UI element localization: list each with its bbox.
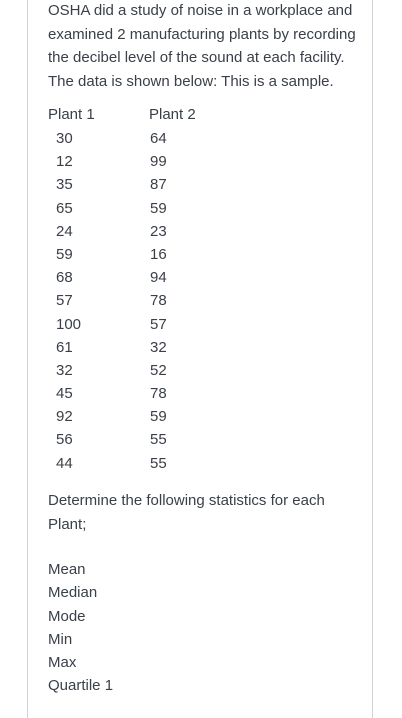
plant-1-value: 24 bbox=[56, 222, 73, 240]
plant-2-value: 55 bbox=[150, 431, 167, 449]
data-table bbox=[48, 104, 364, 476]
plant-2-value: 64 bbox=[150, 130, 167, 147]
plant-1-value: 35 bbox=[56, 176, 73, 194]
plant-2-value: 78 bbox=[150, 385, 167, 403]
plant-1-value: 56 bbox=[56, 431, 73, 449]
column-header-plant-2: Plant 2 bbox=[149, 106, 196, 123]
plant-1-value: 30 bbox=[56, 130, 73, 147]
plant-2-value: 78 bbox=[150, 292, 167, 310]
plant-2-value: 59 bbox=[150, 199, 167, 217]
statistic-item: Mean bbox=[48, 561, 86, 578]
plant-2-value: 16 bbox=[150, 245, 167, 263]
plant-1-value: 12 bbox=[56, 153, 73, 171]
question-text: Determine the following statistics for each Plant; bbox=[48, 492, 325, 533]
statistic-item: Median bbox=[48, 584, 98, 602]
plant-1-value: 44 bbox=[56, 454, 73, 472]
plant-1-value: 92 bbox=[56, 408, 73, 426]
plant-2-value: 99 bbox=[150, 153, 167, 171]
plant-1-value: 32 bbox=[56, 361, 73, 379]
plant-2-value: 87 bbox=[150, 176, 167, 194]
column-header-plant-1: Plant 1 bbox=[48, 106, 95, 123]
plant-1-value: 57 bbox=[56, 292, 73, 310]
statistics-list bbox=[48, 558, 364, 698]
plant-1-value: 68 bbox=[56, 269, 73, 287]
question-card bbox=[27, 0, 373, 718]
plant-2-value: 23 bbox=[150, 222, 167, 240]
plant-1-values bbox=[56, 127, 81, 475]
question-content bbox=[48, 0, 364, 698]
plant-2-value: 59 bbox=[150, 408, 167, 426]
plant-2-value: 94 bbox=[150, 269, 167, 287]
plant-2-value: 52 bbox=[150, 361, 167, 379]
statistic-item: Mode bbox=[48, 607, 86, 625]
plant-2-value: 57 bbox=[150, 315, 167, 333]
plant-2-value: 32 bbox=[150, 338, 167, 356]
plant-1-value: 59 bbox=[56, 245, 73, 263]
plant-1-value: 61 bbox=[56, 338, 73, 356]
plant-1-value: 65 bbox=[56, 199, 73, 217]
intro-paragraph: OSHA did a study of noise in a workplace and examined 2 manufacturing plants by recording the decibel level of the sound at each facility. The data is shown below: This is a sample. bbox=[48, 2, 356, 90]
plant-2-values bbox=[150, 127, 167, 475]
statistic-item: Max bbox=[48, 654, 77, 672]
plant-2-value: 55 bbox=[150, 454, 167, 472]
statistic-item: Quartile 1 bbox=[48, 677, 114, 695]
plant-1-value: 100 bbox=[56, 315, 82, 333]
plant-1-value: 45 bbox=[56, 385, 73, 403]
statistic-item: Min bbox=[48, 630, 73, 648]
